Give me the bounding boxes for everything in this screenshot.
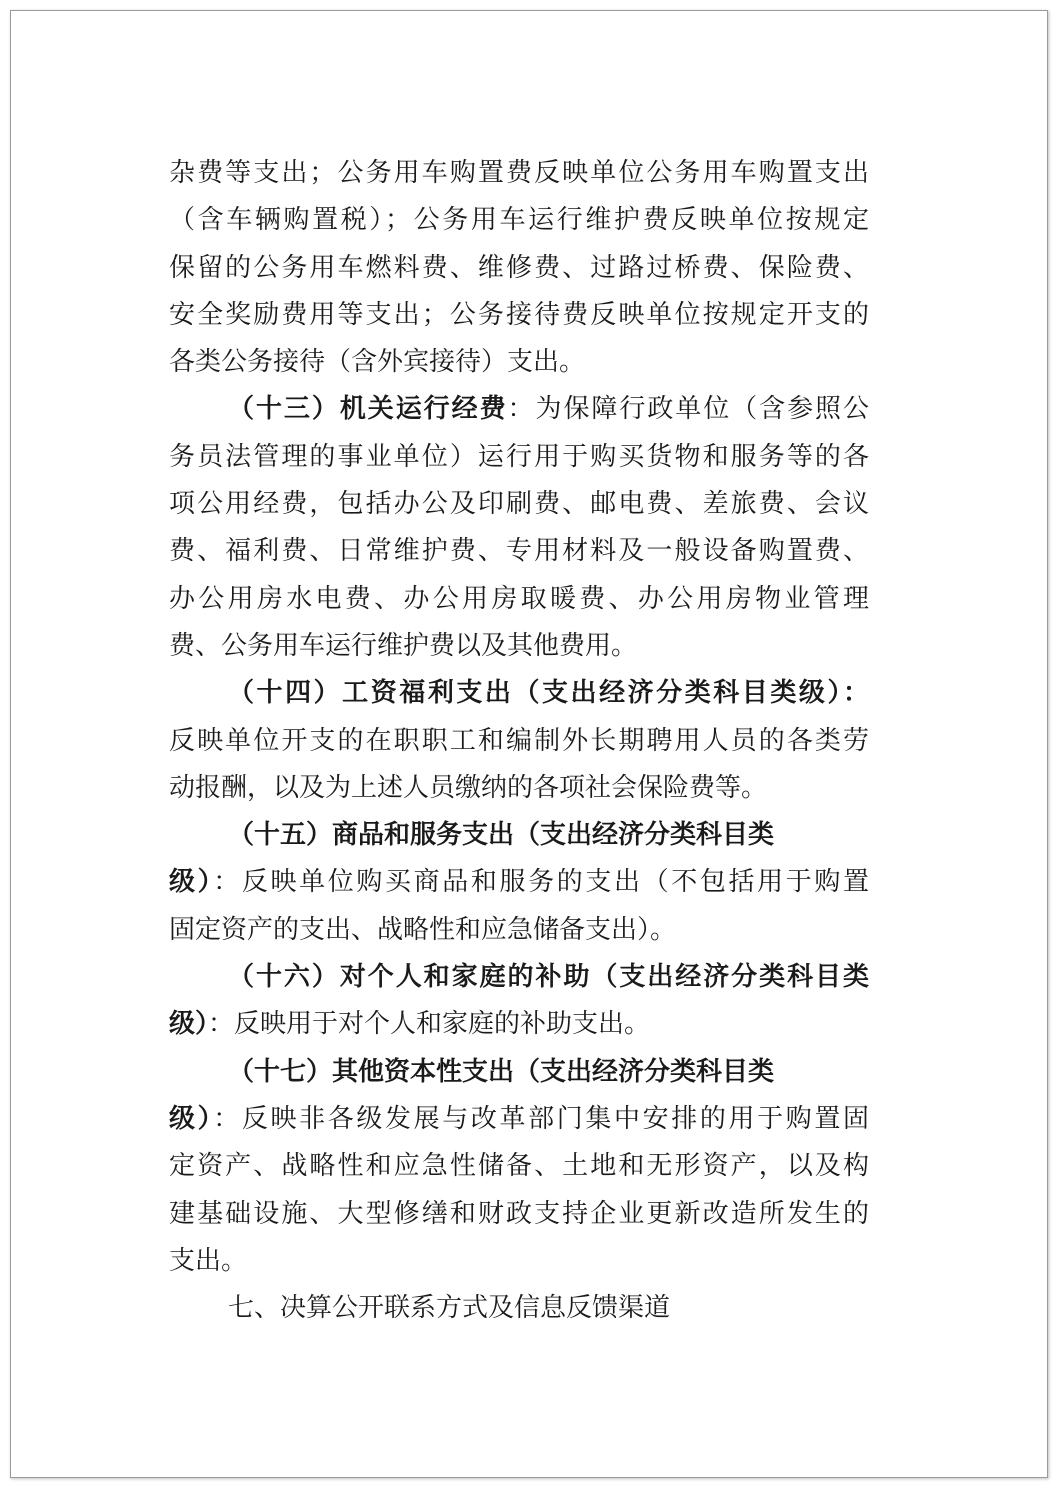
section-heading-line	[169, 670, 869, 717]
section-heading: （十五）商品和服务支出（支出经济分类科目类	[228, 820, 775, 851]
section-heading-continued: 级）	[169, 1009, 209, 1040]
section-heading-line	[169, 954, 869, 1001]
section-heading: （十四）工资福利支出（支出经济分类科目类级）：	[228, 678, 869, 709]
text-line: 费、福利费、日常维护费、专用材料及一般设备购置费、	[169, 536, 869, 567]
document-body	[169, 150, 869, 1332]
section-heading: （十六）对个人和家庭的补助（支出经济分类科目类	[228, 962, 869, 993]
text-line: 各类公务接待（含外宾接待）支出。	[169, 347, 586, 378]
section-heading: （十三）机关运行经费	[228, 394, 508, 425]
section-heading-line	[169, 1096, 869, 1143]
text-line: 反映单位开支的在职职工和编制外长期聘用人员的各类劳	[169, 725, 869, 756]
chapter-heading: 七、决算公开联系方式及信息反馈渠道	[228, 1293, 671, 1324]
text-fragment: ：反映非各级发展与改革部门集中安排的用于购置固	[213, 1103, 869, 1134]
section-heading-line	[169, 1049, 869, 1096]
section-heading-line	[169, 386, 869, 433]
section-heading-line	[169, 859, 869, 906]
text-line: 建基础设施、大型修缮和财政支持企业更新改造所发生的	[169, 1198, 869, 1229]
text-line: 支出。	[169, 1245, 248, 1276]
section-heading: （十七）其他资本性支出（支出经济分类科目类	[228, 1056, 775, 1087]
text-line: 安全奖励费用等支出；公务接待费反映单位按规定开支的	[169, 299, 869, 330]
section-heading-continued: 级）	[169, 1103, 214, 1134]
text-fragment: ：反映用于对个人和家庭的补助支出。	[208, 1009, 651, 1040]
section-heading-line	[169, 1001, 869, 1048]
text-line: 保留的公务用车燃料费、维修费、过路过桥费、保险费、	[169, 252, 869, 283]
text-line: 固定资产的支出、战略性和应急储备支出）。	[169, 914, 677, 945]
text-line: 务员法管理的事业单位）运行用于购买货物和服务等的各	[169, 441, 869, 472]
text-fragment: ：为保障行政单位（含参照公	[507, 394, 869, 425]
section-heading-line	[169, 812, 869, 859]
document-page	[10, 10, 1048, 1478]
text-line: 费、公务用车运行维护费以及其他费用。	[169, 630, 638, 661]
text-line: 定资产、战略性和应急性储备、土地和无形资产，以及构	[169, 1151, 869, 1182]
text-fragment: ：反映单位购买商品和服务的支出（不包括用于购置	[213, 867, 869, 898]
section-heading-continued: 级）	[169, 867, 214, 898]
text-line: 办公用房水电费、办公用房取暖费、办公用房物业管理	[169, 583, 869, 614]
text-line: （含车辆购置税）；公务用车运行维护费反映单位按规定	[169, 205, 869, 236]
text-line: 动报酬，以及为上述人员缴纳的各项社会保险费等。	[169, 772, 768, 803]
text-line: 项公用经费，包括办公及印刷费、邮电费、差旅费、会议	[169, 489, 869, 520]
text-line: 杂费等支出；公务用车购置费反映单位公务用车购置支出	[169, 158, 869, 188]
